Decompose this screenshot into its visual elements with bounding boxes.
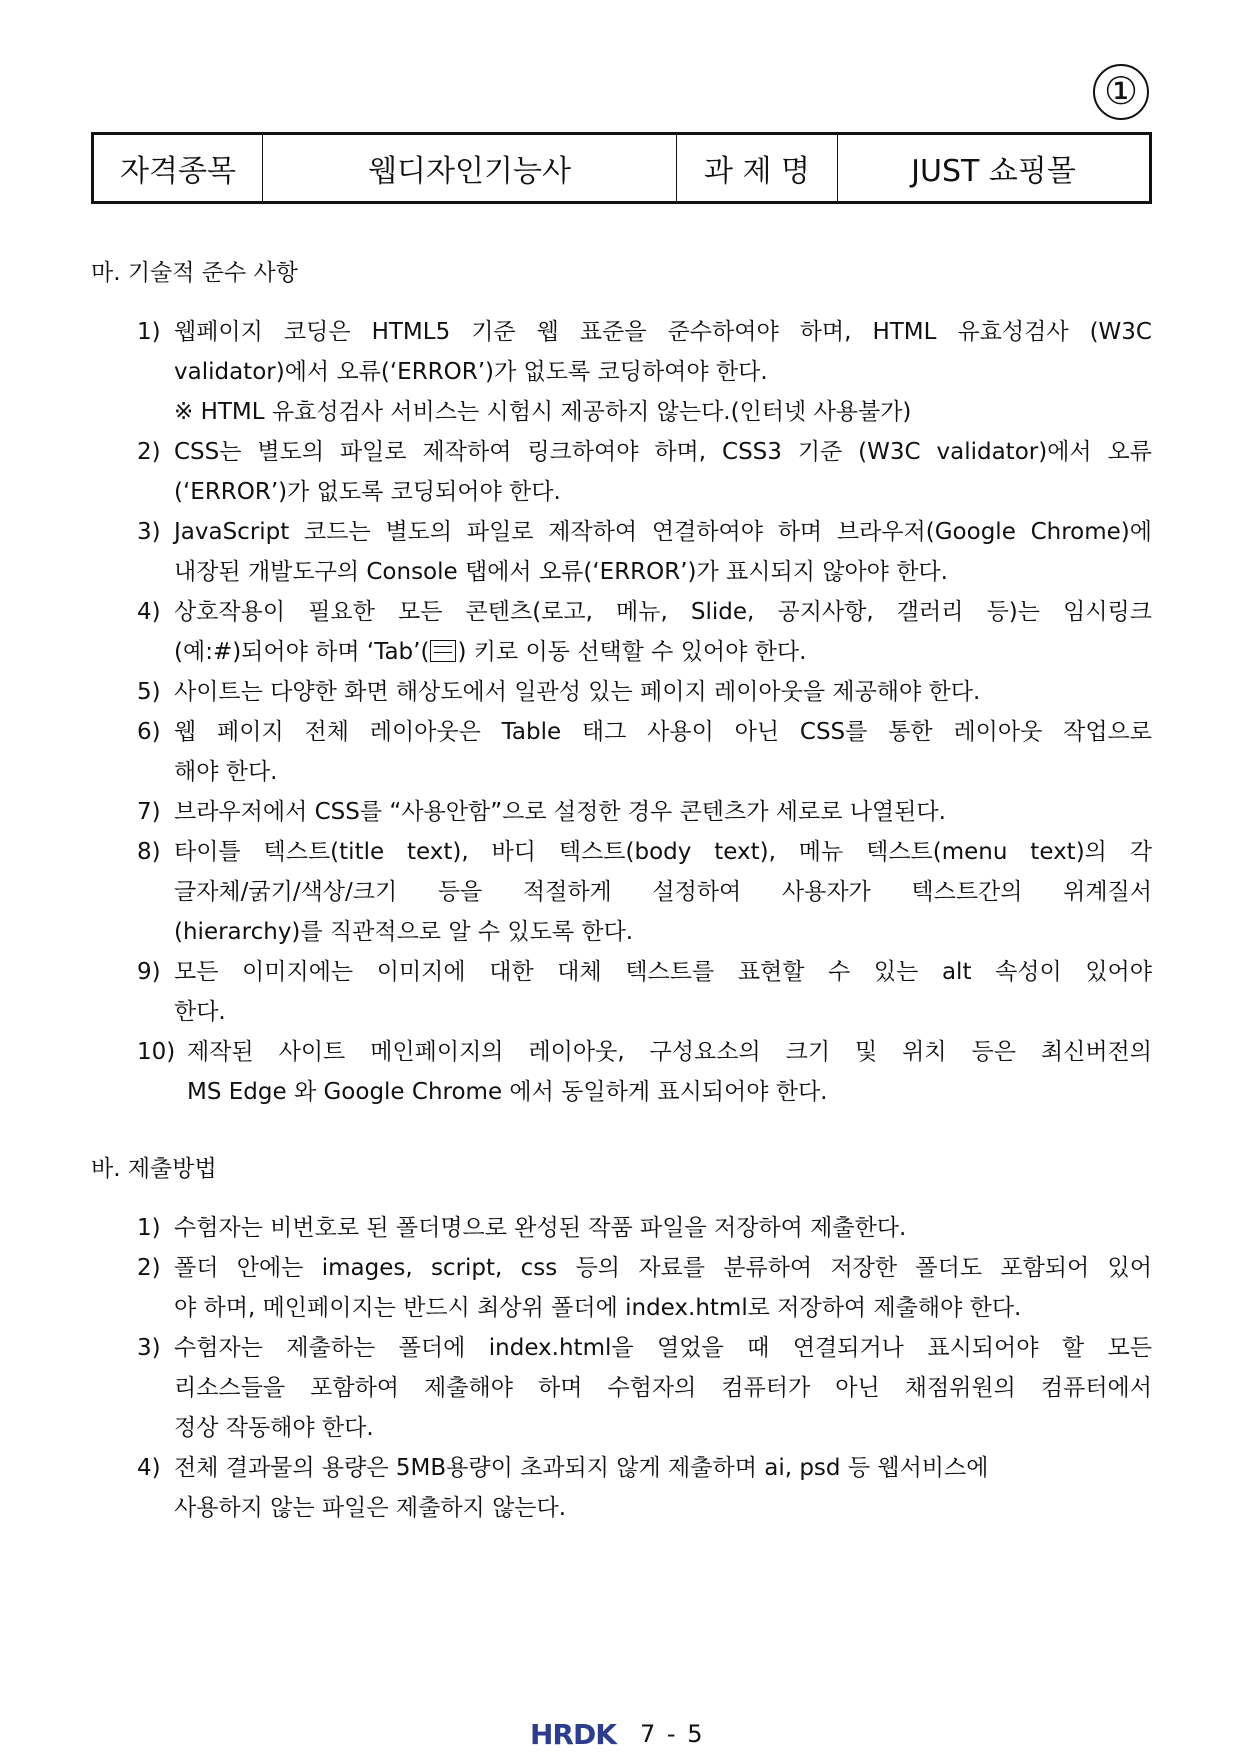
header-label-subject: 자격종목	[93, 134, 263, 203]
item-line: 리소스들을 포함하여 제출해야 하며 수험자의 컴퓨터가 아닌 채점위원의 컴퓨터에서	[174, 1375, 1152, 1401]
list-item	[137, 672, 1152, 712]
item-line: validator)에서 오류(‘ERROR’)가 없도록 코딩하여야 한다.	[174, 359, 768, 385]
item-line: (hierarchy)를 직관적으로 알 수 있도록 한다.	[174, 919, 634, 945]
item-number: 3)	[137, 1335, 161, 1361]
header-label-task: 과 제 명	[677, 134, 838, 203]
item-number: 2)	[137, 1255, 161, 1281]
item-number: 1)	[137, 319, 161, 345]
item-number: 4)	[137, 599, 161, 625]
list-item	[137, 312, 1152, 432]
item-line: 모든 이미지에는 이미지에 대한 대체 텍스트를 표현할 수 있는 alt 속성이 있어야	[174, 959, 1152, 985]
header-table	[91, 132, 1152, 204]
item-line: 한다.	[174, 999, 226, 1025]
page-badge: ①	[1093, 64, 1149, 120]
item-line: 폴더 안에는 images, script, css 등의 자료를 분류하여 저장한 폴더도 포함되어 있어	[174, 1255, 1152, 1281]
page-number: 7 - 5	[640, 1720, 705, 1748]
item-line: (‘ERROR’)가 없도록 코딩되어야 한다.	[174, 479, 561, 505]
item-line: 야 하며, 메인페이지는 반드시 최상위 폴더에 index.html로 저장하여 제출해야 한다.	[174, 1295, 1022, 1321]
item-line: 사용하지 않는 파일은 제출하지 않는다.	[174, 1495, 567, 1521]
list-item	[137, 1032, 1152, 1112]
item-line: 수험자는 비번호로 된 폴더명으로 완성된 작품 파일을 저장하여 제출한다.	[174, 1215, 907, 1241]
item-line: 웹 페이지 전체 레이아웃은 Table 태그 사용이 아닌 CSS를 통한 레이아웃 작업으로	[174, 719, 1152, 745]
list-item	[137, 512, 1152, 592]
list-item	[137, 1328, 1152, 1448]
item-line-tab	[174, 632, 1152, 672]
list-item	[137, 832, 1152, 952]
item-number: 1)	[137, 1215, 161, 1241]
item-number: 6)	[137, 719, 161, 745]
list-item	[137, 432, 1152, 512]
item-line: 해야 한다.	[174, 759, 278, 785]
list-item	[137, 792, 1152, 832]
list-item	[137, 1248, 1152, 1328]
section-title-submission: 바. 제출방법	[91, 1156, 217, 1182]
item-line: 내장된 개발도구의 Console 탭에서 오류(‘ERROR’)가 표시되지 않아야 한다.	[174, 559, 948, 585]
header-value-task: JUST 쇼핑몰	[838, 134, 1151, 203]
item-number: 10)	[137, 1039, 176, 1065]
item-line-part: (예:#)되어야 하며 ‘Tab’(	[174, 639, 430, 665]
list-item	[137, 952, 1152, 1032]
item-number: 5)	[137, 679, 161, 705]
item-number: 7)	[137, 799, 161, 825]
list-item	[137, 592, 1152, 672]
item-line: 정상 작동해야 한다.	[174, 1415, 374, 1441]
item-line: 수험자는 제출하는 폴더에 index.html을 열었을 때 연결되거나 표시되어야 할 모든	[174, 1335, 1152, 1361]
list-item	[137, 1448, 1152, 1528]
section-title-technical: 마. 기술적 준수 사항	[91, 260, 298, 286]
item-line: 제작된 사이트 메인페이지의 레이아웃, 구성요소의 크기 및 위치 등은 최신버전의	[187, 1039, 1152, 1065]
list-item	[137, 1208, 1152, 1248]
item-line: JavaScript 코드는 별도의 파일로 제작하여 연결하여야 하며 브라우저(Google Chrome)에	[174, 519, 1152, 545]
item-line: 타이틀 텍스트(title text), 바디 텍스트(body text), 메뉴 텍스트(menu text)의 각	[174, 839, 1152, 865]
hrdk-logo: HRDK	[530, 1718, 616, 1751]
item-number: 3)	[137, 519, 161, 545]
tab-key-icon	[430, 640, 456, 662]
item-line: 전체 결과물의 용량은 5MB용량이 초과되지 않게 제출하며 ai, psd 등 웹서비스에	[174, 1455, 989, 1481]
item-line: 사이트는 다양한 화면 해상도에서 일관성 있는 페이지 레이아웃을 제공해야 한다.	[174, 679, 981, 705]
item-line: 상호작용이 필요한 모든 콘텐츠(로고, 메뉴, Slide, 공지사항, 갤러리 등)는 임시링크	[174, 599, 1152, 625]
item-line: CSS는 별도의 파일로 제작하여 링크하여야 하며, CSS3 기준 (W3C validator)에서 오류	[174, 439, 1152, 465]
page-footer	[530, 1718, 730, 1754]
item-line: 브라우저에서 CSS를 “사용안함”으로 설정한 경우 콘텐츠가 세로로 나열된다.	[174, 799, 946, 825]
list-item	[137, 712, 1152, 792]
item-number: 2)	[137, 439, 161, 465]
item-line: 웹페이지 코딩은 HTML5 기준 웹 표준을 준수하여야 하며, HTML 유효성검사 (W3C	[174, 319, 1152, 345]
item-line: MS Edge 와 Google Chrome 에서 동일하게 표시되어야 한다.	[187, 1079, 828, 1105]
item-line: 글자체/굵기/색상/크기 등을 적절하게 설정하여 사용자가 텍스트간의 위계질서	[174, 879, 1152, 905]
item-number: 9)	[137, 959, 161, 985]
item-line: ※ HTML 유효성검사 서비스는 시험시 제공하지 않는다.(인터넷 사용불가)	[174, 399, 912, 425]
item-number: 4)	[137, 1455, 161, 1481]
header-value-subject: 웹디자인기능사	[263, 134, 677, 203]
item-line-part: ) 키로 이동 선택할 수 있어야 한다.	[457, 639, 807, 665]
item-number: 8)	[137, 839, 161, 865]
